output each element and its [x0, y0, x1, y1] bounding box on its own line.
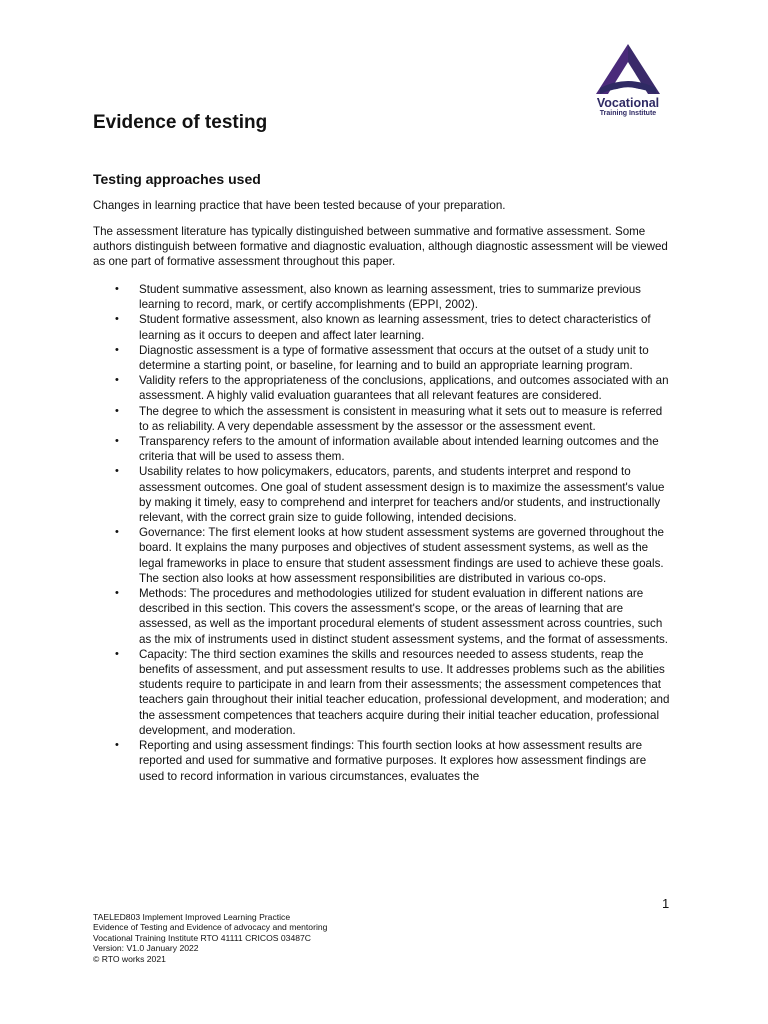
bullet-icon: •: [115, 465, 119, 478]
list-item: • Methods: The procedures and methodologies utilized for student evaluation in different nations are described in this section. This covers the assessment's scope, or the areas of learning that are assessed, as well as the important procedural elements of student assessment across countries, such as the mix of instruments used in distinct student assessment systems, and the format of assessments.: [115, 587, 669, 646]
assessment-bullet-list: [93, 282, 673, 784]
footer-copyright: © RTO works 2021: [93, 953, 166, 964]
bullet-icon: •: [115, 313, 119, 326]
bullet-icon: •: [115, 587, 119, 600]
document-footer: [93, 912, 493, 964]
list-item: • Usability relates to how policymakers, educators, parents, and students interpret and respond to assessment outcomes. One goal of student assessment design is to maximize the assessment's value by making it timely, easy to comprehend and interpret for teachers and/or students, and instructionally relevant, with the correct grain size to guide following, intended decisions.: [115, 465, 665, 525]
list-item: • Capacity: The third section examines the skills and resources needed to assess students, reap the benefits of assessment, and put assessment results to use. It addresses problems such as the abilities students require to participate in and learn from their assessments; the assessment competences that teachers gain throughout their initial teacher education, professional development, and moderation; and the assessment competences that teachers acquire during their initial teacher education, professional development, and moderation.: [115, 647, 670, 737]
list-item: • Student summative assessment, also known as learning assessment, tries to summarize previous learning to record, mark, or certify accomplishments (EPPI, 2002).: [115, 283, 641, 312]
bullet-icon: •: [115, 343, 119, 356]
document-body: [93, 112, 673, 784]
list-item: • Transparency refers to the amount of information available about intended learning outcomes and the criteria that will be used to assess them.: [115, 435, 659, 464]
bullet-icon: •: [115, 283, 119, 295]
list-item: • Diagnostic assessment is a type of formative assessment that occurs at the outset of a study unit to determine a starting point, or baseline, for learning and to build an appropriate learning program.: [115, 343, 649, 373]
footer-rto-info: Vocational Training Institute RTO 41111 CRICOS 03487C: [93, 932, 311, 943]
intro-paragraph: Changes in learning practice that have been tested because of your preparation.: [93, 199, 506, 212]
footer-version: Version: V1.0 January 2022: [93, 943, 199, 954]
logo-name: Vocational: [596, 96, 660, 110]
triangle-logo-icon: [588, 40, 668, 98]
list-item: • Student formative assessment, also known as learning assessment, tries to detect characteristics of learning as it occurs to deepen and affect later learning.: [115, 313, 651, 342]
vocational-logo: [588, 40, 668, 120]
bullet-icon: •: [115, 404, 119, 417]
bullet-icon: •: [115, 647, 119, 660]
footer-unit-code: TAELED803 Implement Improved Learning Practice: [93, 912, 291, 922]
list-item: • Validity refers to the appropriateness of the conclusions, applications, and outcomes associated with an assessment. A highly valid evaluation guarantees that all relevant features are considered.: [115, 374, 669, 403]
bullet-icon: •: [115, 739, 119, 752]
literature-paragraph: The assessment literature has typically distinguished between summative and formative assessment. Some authors distinguish between formative and diagnostic evaluation, although diagnostic assessment will be viewed as one part of formative assessment throughout this paper.: [93, 225, 668, 268]
bullet-icon: •: [115, 526, 119, 539]
bullet-icon: •: [115, 435, 119, 448]
footer-document-title: Evidence of Testing and Evidence of advocacy and mentoring: [93, 922, 328, 933]
page-number: 1: [662, 896, 670, 911]
logo-tagline: Training Institute: [599, 110, 657, 117]
list-item: • Reporting and using assessment findings: This fourth section looks at how assessment results are reported and used for summative and formative purposes. It explores how assessment findings are used to record information in various circumstances, evaluates the: [115, 739, 647, 783]
page-title: Evidence of testing: [93, 112, 268, 133]
list-item: • The degree to which the assessment is consistent in measuring what it sets out to measure is referred to as reliability. A very dependable assessment by the assessor or the assessment event.: [115, 404, 663, 433]
bullet-icon: •: [115, 374, 119, 387]
section-heading: Testing approaches used: [93, 171, 261, 187]
list-item: • Governance: The first element looks at how student assessment systems are governed throughout the board. It explains the many purposes and objectives of student assessment systems, as well as the legal frameworks in place to ensure that student assessment findings are used to achieve these goals. The section also looks at how assessment responsibilities are distributed in various co-ops.: [115, 526, 665, 585]
